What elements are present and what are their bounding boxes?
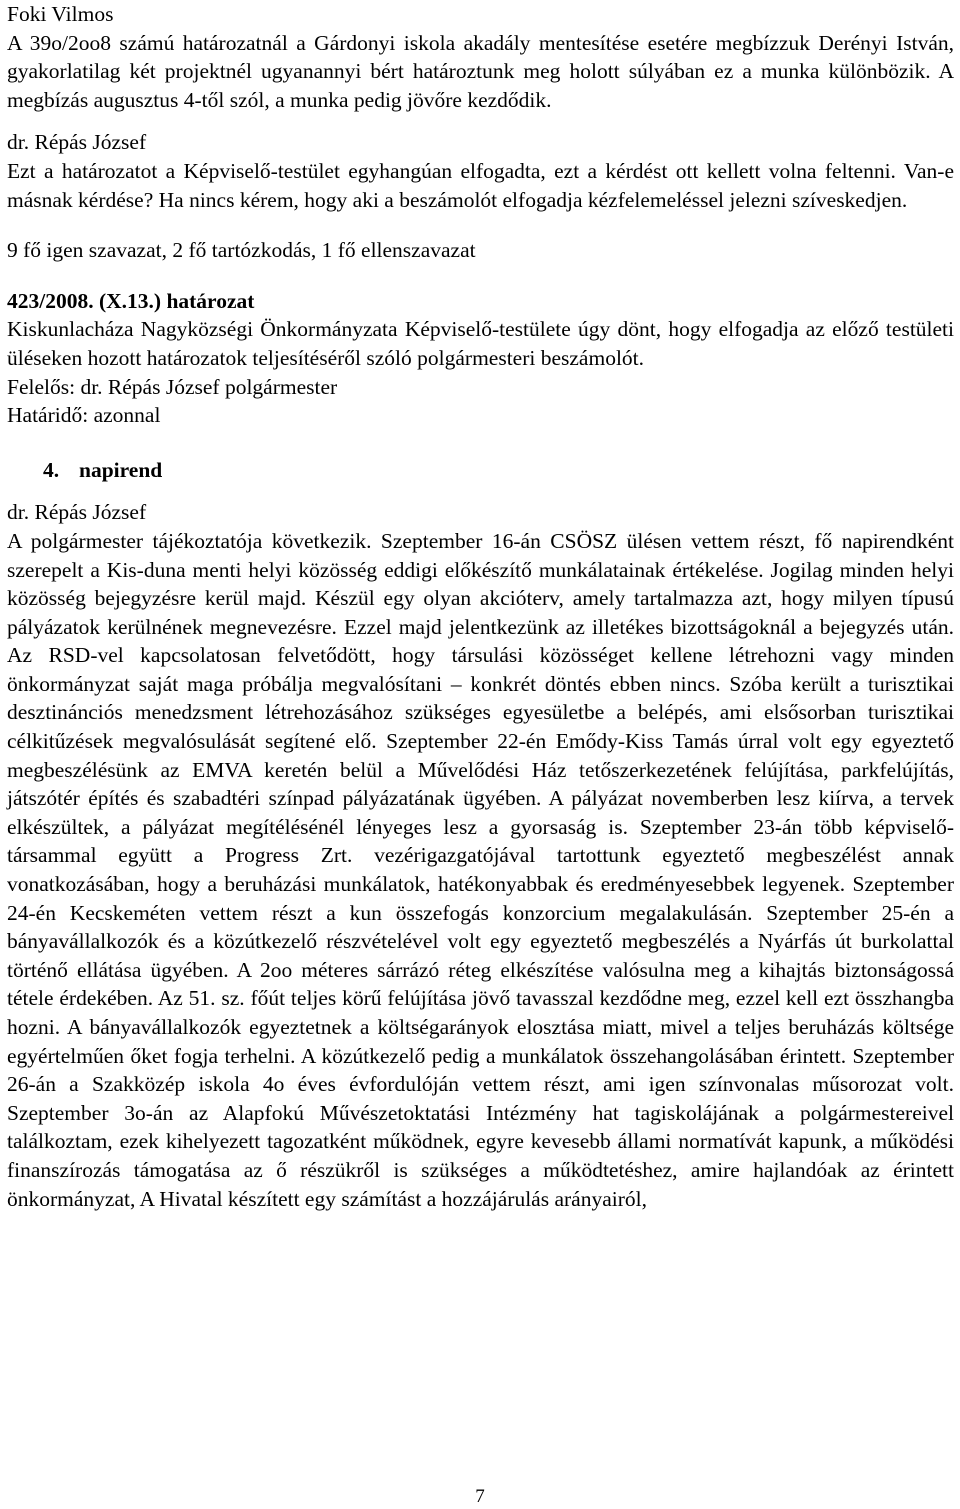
speaker-statement: A 39o/2oo8 számú határozatnál a Gárdonyi iskola akadály mentesítése esetére megbízzuk Derényi István, gyakorlatilag két projektnél ugyanannyi bért határoztunk meg holott súlyában ez a munka különbözik. A megbízás augusztus 4-től szól, a munka pedig jövőre kezdődik.	[7, 30, 954, 112]
speaker-statement: Ezt a határozatot a Képviselő-testület egyhangúan elfogadta, ezt a kérdést ott kellett volna feltenni. Van-e másnak kérdése? Ha nincs kérem, hogy aki a beszámolót elfogadja kézfelemeléssel jelezni szíveskedjen.	[7, 158, 954, 212]
vote-result: 9 fő igen szavazat, 2 fő tartózkodás, 1 fő ellenszavazat	[7, 238, 476, 263]
speaker-name: Foki Vilmos	[7, 2, 114, 26]
speaker-name: dr. Répás József	[7, 130, 147, 155]
resolution-text: Kiskunlacháza Nagyközségi Önkormányzata Képviselő-testülete úgy dönt, hogy elfogadja az előző testületi üléseken hozott határozatok teljesítéséről szóló polgármesteri beszámolót.	[7, 317, 954, 370]
spacer	[7, 214, 954, 236]
resolution-responsible: Felelős: dr. Répás József polgármester	[7, 374, 338, 399]
spacer	[7, 484, 954, 498]
agenda-heading	[7, 456, 954, 485]
spacer	[7, 114, 954, 128]
resolution-deadline: Határidő: azonnal	[7, 403, 161, 428]
resolution-title: 423/2008. (X.13.) határozat	[7, 288, 255, 313]
agenda-label: napirend	[79, 457, 163, 482]
agenda-number: 4.	[43, 457, 60, 482]
mayor-report: A polgármester tájékoztatója következik. Szeptember 16-án CSÖSZ ülésen vettem részt, fő napirendként szerepelt a Kis-duna menti helyi közösség eddigi előkészítő munkálatainak értékelése. Jogilag minden helyi közösség bejegyzésre kerül majd. Készül egy olyan akcióterv, amely tartalmazza azt, hogy milyen típusú pályázatok kerülnének megnevezésre. Ezzel majd jelentkezünk az illetékes bizottságoknál a bejegyzés után. Az RSD-vel kapcsolatosan felvetődött, hogy társulási közösséget kellene létrehozni vagy minden önkormányzat saját maga próbálja megvalósítani – konkrét döntés ebben nincs. Szóba került a turisztikai desztinánciós menedzsment létrehozásához szükséges egyesületbe a belépés, ami elsősorban turisztikai célkitűzések megvalósulását segítené elő. Szeptember 22-én Emődy-Kiss Tamás úrral volt egy egyeztető megbeszélésünk az EMVA keretén belül a Művelődési Ház tetőszerkezetének felújítása, parkfelújítás, játszótér építés és szabadtéri színpad pályázatának ügyében. A pályázat novemberben lesz kiírva, a tervek elkészültek, a pályázat megítélésénél lényeges lesz a gyorsaság is. Szeptember 23-án több képviselő-társammal együtt a Progress Zrt. vezérigazgatójával tartottunk egyeztető megbeszélést annak vonatkozásában, hogy a beruházási munkálatok, hatékonyabbak és eredményesebbek legyenek. Szeptember 24-én Kecskeméten vettem részt a kun összefogás konzorcium megalakulásán. Szeptember 25-én a bányavállalkozók és a közútkezelő részvételével volt egy egyeztető megbeszélés a Nyárfás út burkolattal történő ellátása ügyében. A 2oo méteres sárrázó réteg elkészítése valósulna meg a kihajtás biztonságossá tétele érdekében. Az 51. sz. főút teljes körű felújítása jövő tavasszal kezdődne meg, ezzel kell ezt összhangba hozni. A bányavállalkozók egyeztetnek a költségarányok elosztása miatt, mivel a teljes beruházás költsége egyértelműen őket fogja terhelni. A közútkezelő pedig a munkálatok összehangolásában érintett. Szeptember 26-án a Szakközép iskola 4o éves évfordulóján vettem részt, ami igen színvonalas műsorozat volt. Szeptember 3o-án az Alapfokú Művészetoktatási Intézmény hat tagiskolájának a polgármestereivel találkoztam, ezek kihelyezett tagozatként működnek, egyre kevesebb állami normatívát kapunk, a működési finanszírozás támogatása az ő részükről is szükséges a működtetéshez, amire hajlandóak az érintett önkormányzat, A Hivatal készített egy számítást a hozzájárulás arányairól,	[7, 528, 954, 1211]
spacer	[7, 430, 954, 454]
spacer	[7, 265, 954, 287]
document-page	[7, 0, 954, 1213]
speaker-name: dr. Répás József	[7, 500, 147, 525]
page-number: 7	[475, 1486, 485, 1507]
